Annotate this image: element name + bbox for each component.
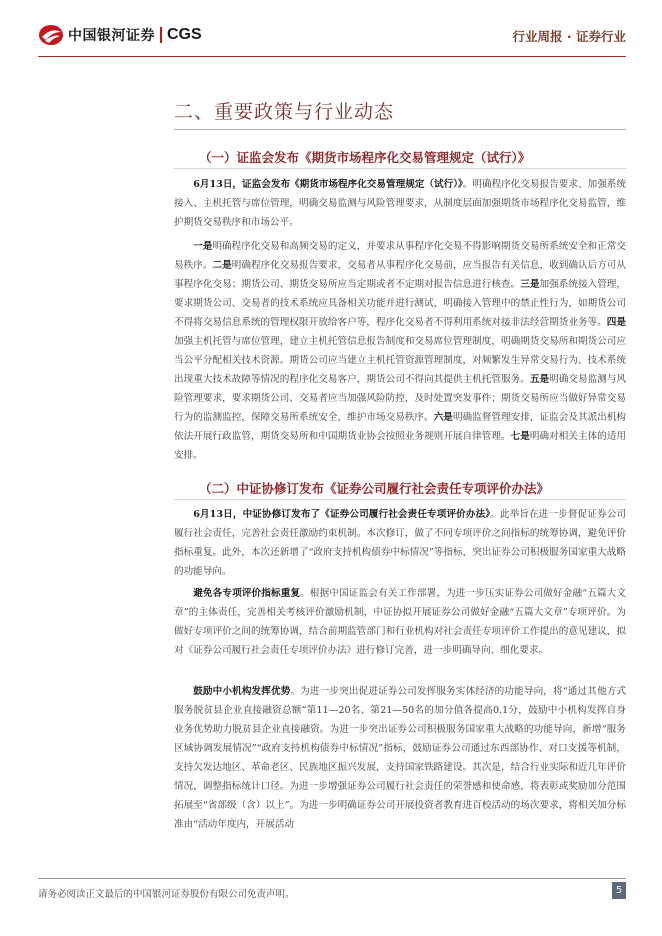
subsection-2-paragraph-3: [174, 682, 626, 834]
sub1-p1-lead: 6月13日，证监会发布《期货市场程序化交易管理规定（试行）》: [193, 179, 463, 190]
sub1-point-7-key: 七是: [510, 431, 530, 442]
sub2-p3-lead: 鼓励中小机构发挥优势: [193, 686, 291, 697]
logo-english-name: CGS: [167, 26, 202, 43]
logo-chinese-name: 中国银河证券: [68, 28, 155, 44]
header-divider: [38, 56, 626, 57]
sub1-point-2-key: 二是: [212, 260, 232, 271]
sub2-p3-text: 。为进一步突出促进证券公司发挥服务实体经济的功能导向，将“通过其他方式服务脱贫县企业直接融资总额”第11—20名、第21—50名的加分值各提高0.1分，鼓励中小机构发挥自身业务优势助力脱贫县企业直接融资。为进一步突出证券公司积极服务国家重大战略的功能导向，新增“服务区域协调发展情况”“政府支持机构债券中标情况”指标，鼓励证券公司通过东西部协作、对口支援等机制，支持欠发达地区、革命老区、民族地区振兴发展，支持国家铁路建设。其次是，结合行业实际和近几年评价情况，调整指标统计口径。为进一步增强证券公司履行社会责任的荣誉感和使命感，将表彰或奖励加分范围拓展至“省部级（含）以上”。为进一步明确证券公司开展投资者教育进百校活动的场次要求，将相关加分标准由“活动年度内，开展活动: [174, 686, 627, 830]
subsection-1-paragraph-2: [174, 237, 626, 465]
subsection-2-paragraph-1: [174, 505, 626, 581]
sub1-point-3-text: 加强系统接入管理，要求期货公司、交易者的技术系统应具备相关功能并进行测试，明确接入管理中的禁止性行为，如期货公司不得将交易信息系统的管理权限开放给客户等，程序化交易者不得利用系统对接非法经营期货业务等。: [174, 279, 627, 328]
section-title-underline: [174, 129, 626, 130]
sub2-p2-text: 。根据中国证监会有关工作部署，为进一步压实证券公司做好金融“五篇大文章”的主体责任，完善相关考核评价激励机制，中证协拟开展证券公司做好金融“五篇大文章”专项评价。为做好专项评价之间的统筹协调，结合前期监管部门和行业机构对社会责任专项评价工作提出的意见建议，拟对《证券公司履行社会责任专项评价办法》进行修订完善，进一步明确导向、细化要求。: [174, 588, 627, 656]
subsection-1-paragraph-1: [174, 175, 626, 232]
sub1-point-6-text: 明确监督管理安排，证监会及其派出机构依法开展行政监管，期货交易所和中国期货业协会按照业务规则开展自律管理。: [174, 412, 627, 442]
sub1-point-1-text: 明确程序化交易和高频交易的定义，并要求从事程序化交易不得影响期货交易所系统安全和正常交易秩序。: [174, 241, 627, 271]
footer-divider: [38, 878, 626, 879]
subsection-2-paragraph-2: [174, 584, 626, 660]
subsection-2-title: （二）中证协修订发布《证券公司履行社会责任专项评价办法》: [199, 481, 550, 496]
sub1-point-3-key: 三是: [520, 279, 540, 290]
cgs-logo-icon: [38, 24, 64, 46]
page-number: 5: [612, 882, 626, 899]
sub1-point-2-text: 明确程序化交易报告要求，交易者从事程序化交易前，应当报告有关信息，收到确认后方可从事程序化交易；期货公司、期货交易所应当定期或者不定期对报告信息进行核查。: [174, 260, 627, 290]
sub1-point-4-key: 四是: [606, 317, 627, 328]
subsection-2-underline: [174, 499, 626, 500]
sub1-point-5-text: 明确交易监测与风险管理要求，要求期货公司、交易者应当加强风险防控，及时处置突发事件；期货交易所应当做好异常交易行为的监测监控，保障交易所系统安全，维护市场交易秩序。: [174, 374, 627, 423]
sub2-p2-lead: 避免各专项评价指标重复: [193, 588, 301, 599]
subsection-1-underline: [174, 168, 626, 169]
footer-disclaimer: 请务必阅读正文最后的中国银河证券股份有限公司免责声明。: [38, 889, 295, 900]
company-logo: [38, 24, 202, 46]
sub1-point-4-text: 加强主机托管与席位管理，建立主机托管信息报告制度和交易席位管理制度，明确期货交易所和期货公司应当公平分配相关技术资源。期货公司应当建立主机托管资源管理制度，对频繁发生异常交易行为、技术系统出现重大技术故障等情况的程序化交易客户，期货公司不得向其提供主机托管服务。: [174, 336, 626, 385]
sub1-point-1-key: 一是: [193, 241, 213, 252]
sub2-p1-text: 。此举旨在进一步督促证券公司履行社会责任，完善社会责任激励约束机制。本次修订，做了不同专项评价之间指标的统筹协调，避免评价指标重复。此外，本次还新增了“政府支持机构债券中标情况”等指标，突出证券公司积极服务国家重大战略的功能导向。: [174, 509, 626, 577]
subsection-1-title: （一）证监会发布《期货市场程序化交易管理规定（试行）》: [199, 150, 531, 165]
report-type-label: 行业周报 · 证券行业: [512, 29, 626, 44]
page-header: [0, 0, 662, 64]
sub1-p1-text: 。明确程序化交易报告要求、加强系统接入、主机托管与席位管理，明确交易监测与风险管理要求，从制度层面加强期货市场程序化交易监管，维护期货交易秩序和市场公平。: [174, 179, 626, 228]
sub1-point-6-key: 六是: [433, 412, 453, 423]
section-title: 二、重要政策与行业动态: [174, 101, 395, 123]
sub2-p1-lead: 6月13日，中证协修订发布了《证券公司履行社会责任专项评价办法》: [193, 509, 491, 520]
logo-divider: [160, 27, 162, 43]
sub1-point-5-key: 五是: [529, 374, 550, 385]
sub1-point-7-text: 明确对相关主体的适用安排。: [174, 431, 627, 461]
